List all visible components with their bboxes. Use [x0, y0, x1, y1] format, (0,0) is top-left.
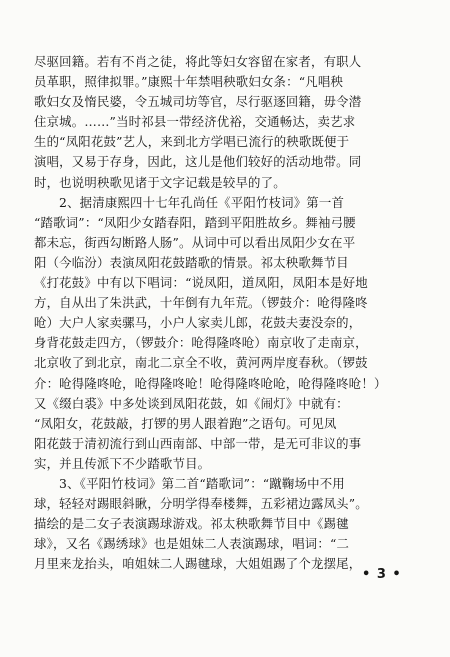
text-line-10: 都未忘，街西勾断路人肠”。从词中可以看出凤阳少女在平 [34, 234, 356, 250]
text-line-17: 介：呛得隆咚呛，呛得隆咚呛！呛得隆咚呛呛，呛得隆咚呛！） [34, 375, 387, 391]
text-line-4: 住京城。……”当时祁县一带经济优裕，交通畅达，卖艺求 [34, 114, 356, 130]
text-line-1: 尽驱回籍。若有不肖之徒，将此等妇女容留在家者，有职人 [34, 54, 362, 69]
text-line-12: 《打花鼓》中有以下唱词：“说凤阳，道凤阳，凤阳本是好地 [34, 275, 368, 291]
text-line-22: 3、《平阳竹枝词》第二首“踏歌词”：“蹴鞠场中不用 [59, 475, 345, 491]
text-line-9: “踏歌词”：“凤阳少女踏春阳，踏到平阳胜故乡。舞袖弓腰 [34, 214, 356, 230]
text-line-2: 员革职，照律拟罪。”康熙十年禁唱秧歌妇女条：“凡唱秧 [34, 74, 344, 90]
text-line-5: 生的“凤阳花鼓”艺人，来到北方学唱已流行的秧歌既便于 [34, 134, 350, 150]
text-line-19: “凤阳女，花鼓敲，打锣的男人跟着跑”之语句。可见凤 [34, 415, 337, 431]
text-line-25: 球》，又名《踢绣球》也是姐妹二人表演踢球，唱词：“二 [34, 536, 350, 552]
text-line-14: 呛）大户人家卖骡马，小户人家卖儿郎，花鼓夫妻没奈的， [34, 315, 362, 331]
text-line-8: 2、据清康熙四十七年孔尚任《平阳竹枝词》第一首 [59, 194, 345, 210]
text-line-15: 身背花鼓走四方，（锣鼓介：呛得隆咚呛）南京收了走南京， [34, 335, 368, 351]
text-line-26: 月里来龙抬头，咱姐妹二人踢毽球，大姐姐踢了个龙摆尾， [34, 556, 362, 572]
text-line-23: 球，轻轻对踢眼斜瞅，分明学得奉楼舞，五彩裙边露凤头”。 [34, 496, 368, 512]
text-line-24: 描绘的是二女子表演踢球游戏。祁太秧歌舞节目中《踢毽 [34, 516, 349, 532]
text-line-13: 方，自从出了朱洪武，十年倒有九年荒。（锣鼓介：呛得隆咚 [34, 295, 368, 311]
text-line-6: 演唱，又易于存身，因此，这儿是他们较好的活动地带。同 [34, 154, 362, 170]
text-line-7: 时，也说明秧歌见诸于文字记载是较早的了。 [34, 174, 286, 190]
text-line-20: 阳花鼓于清初流行到山西南部、中部一带，是无可非议的事 [34, 435, 362, 451]
text-line-3: 歌妇女及惰民婆，令五城司坊等官，尽行驱逐回籍，毋令潜 [34, 94, 362, 110]
text-line-11: 阳（今临汾）表演凤阳花鼓踏歌的情景。祁太秧歌舞节目 [34, 254, 349, 270]
text-line-21: 实，并且传派下不少踏歌节目。 [34, 455, 211, 471]
body-text [34, 52, 424, 574]
page-number: • 3 • [362, 567, 402, 582]
text-line-16: 北京收了到北京，南北二京全不收，黄河两岸度春秋。（锣鼓 [34, 355, 368, 371]
text-line-18: 又《缀白裘》中多处谈到凤阳花鼓，如《闹灯》中就有： [34, 395, 349, 411]
